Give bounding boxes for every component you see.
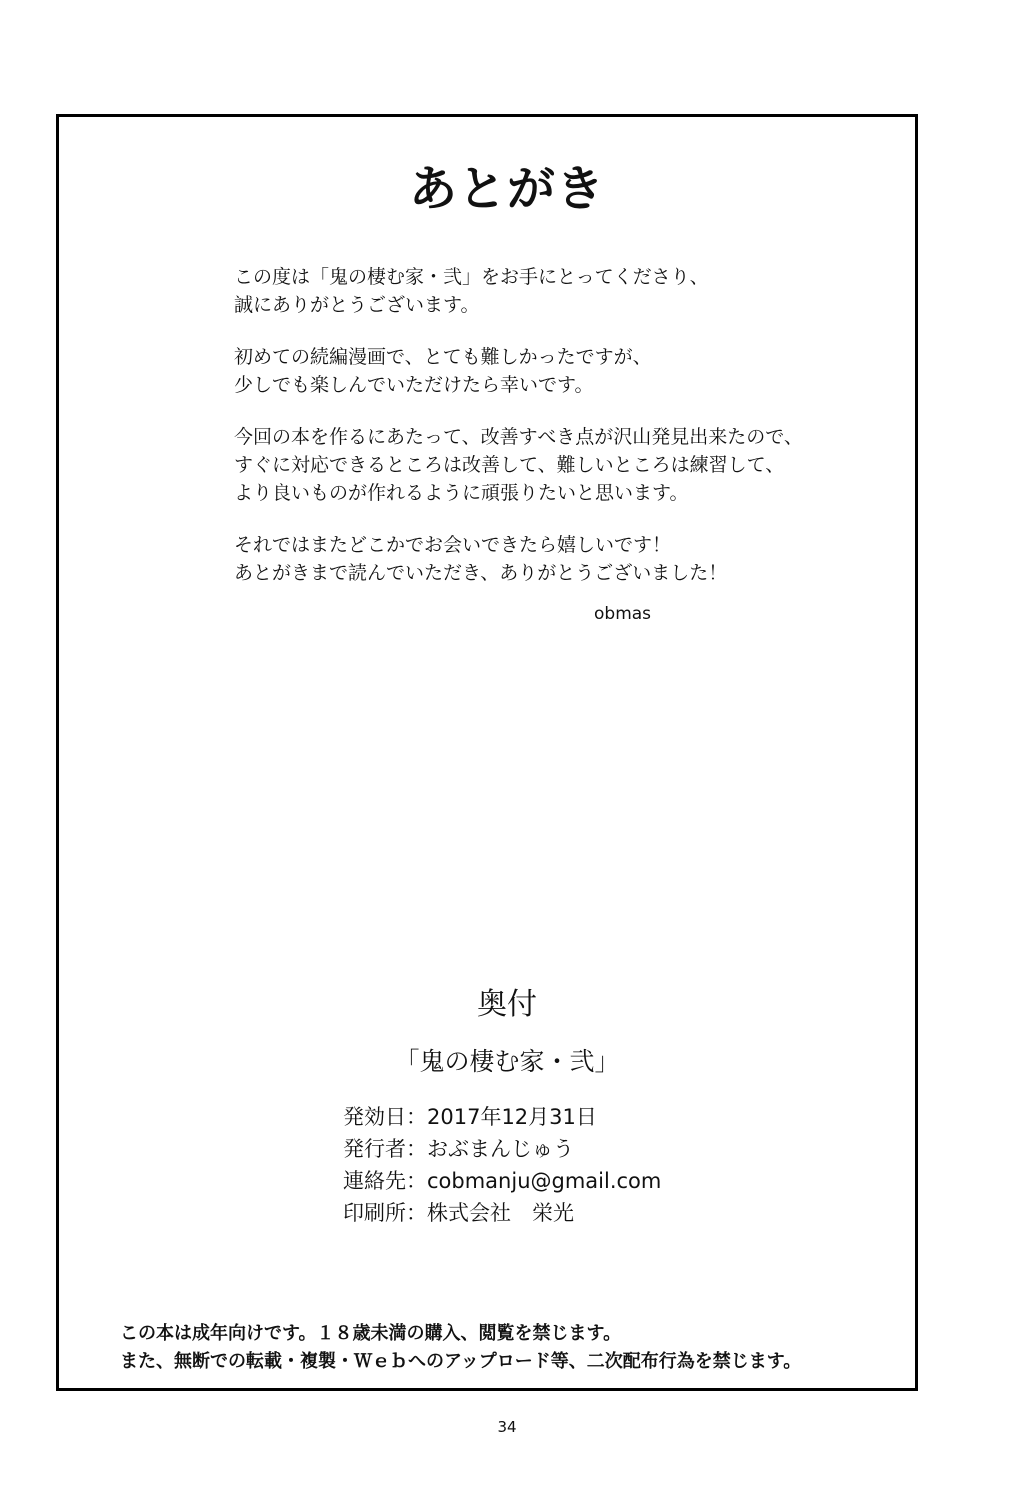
text-line: 初めての続編漫画で、とても難しかったですが、 [234,346,652,368]
afterword-paragraph [234,263,874,319]
afterword-title: あとがき [408,161,605,217]
notice-line-1: この本は成年向けです。１８歳未満の購入、閲覧を禁じます。 [120,1323,622,1344]
text-line: あとがきまで読んでいただき、ありがとうございました！ [234,562,728,584]
colophon-book-title: 「鬼の棲む家・弐」 [394,1047,620,1076]
text-line: すぐに対応できるところは改善して、難しいところは練習して、 [234,454,785,476]
text-line: 誠にありがとうございます。 [234,294,480,316]
notice-line-2: また、無断での転載・複製・Ｗｅｂへのアップロード等、二次配布行為を禁じます。 [120,1351,802,1372]
text-line: それではまたどこかでお会いできたら嬉しいです！ [234,534,672,556]
author-signature: obmas [594,604,652,624]
colophon-row-publisher: 発行者：おぶまんじゅう [343,1137,574,1161]
text-line: 今回の本を作るにあたって、改善すべき点が沢山発見出来たので、 [234,426,803,448]
colophon-info [343,1101,661,1229]
colophon-row-contact: 連絡先：cobmanju@gmail.com [343,1169,662,1193]
text-line: この度は「鬼の棲む家・弐」をお手にとってくださり、 [234,266,709,288]
afterword-body [234,263,874,611]
colophon-row-date: 発効日：2017年12月31日 [343,1105,597,1129]
text-line: より良いものが作れるように頑張りたいと思います。 [234,482,689,504]
afterword-paragraph [234,531,874,587]
afterword-paragraph [234,343,874,399]
page-number: 34 [497,1418,517,1436]
colophon-heading: 奥付 [477,987,537,1022]
text-line: 少しでも楽しんでいただけたら幸いです。 [234,374,594,396]
colophon-row-printer: 印刷所：株式会社 栄光 [343,1201,574,1225]
legal-notice [120,1320,801,1376]
afterword-paragraph [234,423,874,507]
